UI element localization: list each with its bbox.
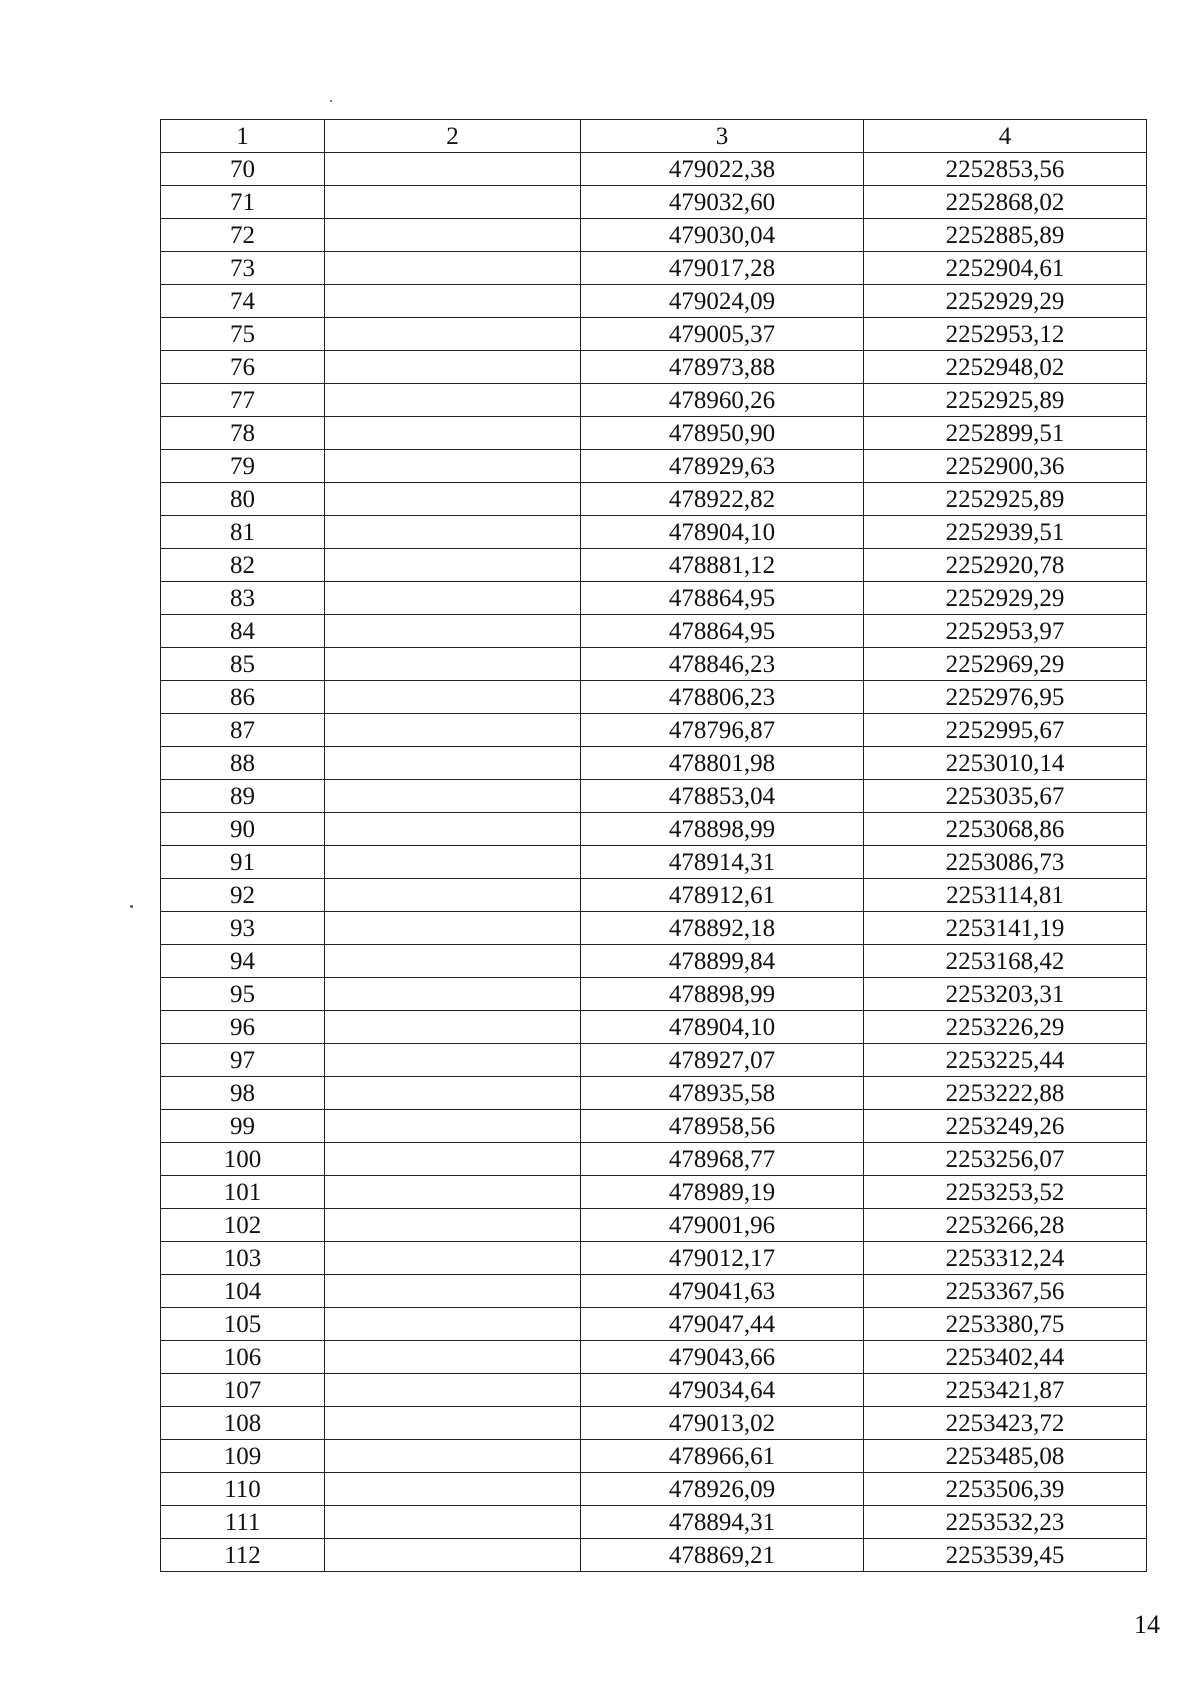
y-coordinate-cell: 2253068,86 — [864, 813, 1147, 846]
description-cell — [325, 1440, 581, 1473]
description-cell — [325, 1275, 581, 1308]
description-cell — [325, 582, 581, 615]
column-header-1: 1 — [161, 120, 325, 153]
x-coordinate-cell: 479047,44 — [581, 1308, 864, 1341]
description-cell — [325, 1539, 581, 1572]
description-cell — [325, 351, 581, 384]
y-coordinate-cell: 2253035,67 — [864, 780, 1147, 813]
y-coordinate-cell: 2252953,12 — [864, 318, 1147, 351]
point-number-cell: 77 — [161, 384, 325, 417]
x-coordinate-cell: 478894,31 — [581, 1506, 864, 1539]
x-coordinate-cell: 478950,90 — [581, 417, 864, 450]
table-row — [161, 285, 1147, 318]
point-number-cell: 84 — [161, 615, 325, 648]
table-row — [161, 1242, 1147, 1275]
column-header-2: 2 — [325, 120, 581, 153]
y-coordinate-cell: 2253253,52 — [864, 1176, 1147, 1209]
table-row — [161, 516, 1147, 549]
point-number-cell: 74 — [161, 285, 325, 318]
x-coordinate-cell: 479013,02 — [581, 1407, 864, 1440]
description-cell — [325, 945, 581, 978]
table-row — [161, 384, 1147, 417]
point-number-cell: 94 — [161, 945, 325, 978]
y-coordinate-cell: 2253266,28 — [864, 1209, 1147, 1242]
point-number-cell: 104 — [161, 1275, 325, 1308]
description-cell — [325, 1011, 581, 1044]
point-number-cell: 106 — [161, 1341, 325, 1374]
point-number-cell: 102 — [161, 1209, 325, 1242]
table-row — [161, 1506, 1147, 1539]
description-cell — [325, 1341, 581, 1374]
table-row — [161, 1308, 1147, 1341]
y-coordinate-cell: 2252939,51 — [864, 516, 1147, 549]
point-number-cell: 107 — [161, 1374, 325, 1407]
description-cell — [325, 450, 581, 483]
description-cell — [325, 681, 581, 714]
point-number-cell: 92 — [161, 879, 325, 912]
point-number-cell: 111 — [161, 1506, 325, 1539]
table-row — [161, 1077, 1147, 1110]
table-row — [161, 615, 1147, 648]
table-row — [161, 417, 1147, 450]
y-coordinate-cell: 2253141,19 — [864, 912, 1147, 945]
table-row — [161, 1341, 1147, 1374]
x-coordinate-cell: 479043,66 — [581, 1341, 864, 1374]
description-cell — [325, 912, 581, 945]
point-number-cell: 105 — [161, 1308, 325, 1341]
y-coordinate-cell: 2252948,02 — [864, 351, 1147, 384]
x-coordinate-cell: 478806,23 — [581, 681, 864, 714]
point-number-cell: 85 — [161, 648, 325, 681]
x-coordinate-cell: 478966,61 — [581, 1440, 864, 1473]
point-number-cell: 99 — [161, 1110, 325, 1143]
x-coordinate-cell: 479001,96 — [581, 1209, 864, 1242]
y-coordinate-cell: 2253010,14 — [864, 747, 1147, 780]
x-coordinate-cell: 479022,38 — [581, 153, 864, 186]
x-coordinate-cell: 479012,17 — [581, 1242, 864, 1275]
description-cell — [325, 318, 581, 351]
x-coordinate-cell: 478912,61 — [581, 879, 864, 912]
table-row — [161, 1209, 1147, 1242]
description-cell — [325, 813, 581, 846]
x-coordinate-cell: 478926,09 — [581, 1473, 864, 1506]
description-cell — [325, 714, 581, 747]
point-number-cell: 72 — [161, 219, 325, 252]
table-row — [161, 318, 1147, 351]
table-row — [161, 1440, 1147, 1473]
description-cell — [325, 780, 581, 813]
description-cell — [325, 384, 581, 417]
table-row — [161, 219, 1147, 252]
y-coordinate-cell: 2253380,75 — [864, 1308, 1147, 1341]
y-coordinate-cell: 2252953,97 — [864, 615, 1147, 648]
y-coordinate-cell: 2253256,07 — [864, 1143, 1147, 1176]
x-coordinate-cell: 478796,87 — [581, 714, 864, 747]
point-number-cell: 83 — [161, 582, 325, 615]
point-number-cell: 95 — [161, 978, 325, 1011]
description-cell — [325, 1044, 581, 1077]
description-cell — [325, 648, 581, 681]
y-coordinate-cell: 2253485,08 — [864, 1440, 1147, 1473]
description-cell — [325, 549, 581, 582]
table-row — [161, 549, 1147, 582]
table-row — [161, 879, 1147, 912]
point-number-cell: 75 — [161, 318, 325, 351]
point-number-cell: 100 — [161, 1143, 325, 1176]
scan-speck — [330, 100, 332, 102]
point-number-cell: 103 — [161, 1242, 325, 1275]
column-header-3: 3 — [581, 120, 864, 153]
point-number-cell: 82 — [161, 549, 325, 582]
x-coordinate-cell: 478958,56 — [581, 1110, 864, 1143]
y-coordinate-cell: 2252904,61 — [864, 252, 1147, 285]
x-coordinate-cell: 479041,63 — [581, 1275, 864, 1308]
table-row — [161, 153, 1147, 186]
x-coordinate-cell: 479034,64 — [581, 1374, 864, 1407]
description-cell — [325, 1110, 581, 1143]
table-row — [161, 1374, 1147, 1407]
point-number-cell: 98 — [161, 1077, 325, 1110]
x-coordinate-cell: 478864,95 — [581, 615, 864, 648]
x-coordinate-cell: 478864,95 — [581, 582, 864, 615]
table-row — [161, 1044, 1147, 1077]
y-coordinate-cell: 2253423,72 — [864, 1407, 1147, 1440]
x-coordinate-cell: 478989,19 — [581, 1176, 864, 1209]
page-number: 14 — [1134, 1610, 1160, 1639]
y-coordinate-cell: 2252900,36 — [864, 450, 1147, 483]
description-cell — [325, 1374, 581, 1407]
point-number-cell: 71 — [161, 186, 325, 219]
description-cell — [325, 978, 581, 1011]
y-coordinate-cell: 2253086,73 — [864, 846, 1147, 879]
point-number-cell: 90 — [161, 813, 325, 846]
x-coordinate-cell: 478898,99 — [581, 978, 864, 1011]
column-header-4: 4 — [864, 120, 1147, 153]
y-coordinate-cell: 2252969,29 — [864, 648, 1147, 681]
point-number-cell: 70 — [161, 153, 325, 186]
table-row — [161, 252, 1147, 285]
table-row — [161, 186, 1147, 219]
y-coordinate-cell: 2252929,29 — [864, 285, 1147, 318]
y-coordinate-cell: 2252995,67 — [864, 714, 1147, 747]
x-coordinate-cell: 478904,10 — [581, 516, 864, 549]
table-row — [161, 1011, 1147, 1044]
table-row — [161, 582, 1147, 615]
y-coordinate-cell: 2253402,44 — [864, 1341, 1147, 1374]
description-cell — [325, 186, 581, 219]
x-coordinate-cell: 478846,23 — [581, 648, 864, 681]
x-coordinate-cell: 478960,26 — [581, 384, 864, 417]
point-number-cell: 86 — [161, 681, 325, 714]
x-coordinate-cell: 478801,98 — [581, 747, 864, 780]
x-coordinate-cell: 478929,63 — [581, 450, 864, 483]
table-row — [161, 483, 1147, 516]
table-row — [161, 1407, 1147, 1440]
y-coordinate-cell: 2253225,44 — [864, 1044, 1147, 1077]
x-coordinate-cell: 478968,77 — [581, 1143, 864, 1176]
y-coordinate-cell: 2253532,23 — [864, 1506, 1147, 1539]
x-coordinate-cell: 478935,58 — [581, 1077, 864, 1110]
point-number-cell: 91 — [161, 846, 325, 879]
description-cell — [325, 483, 581, 516]
x-coordinate-cell: 478881,12 — [581, 549, 864, 582]
point-number-cell: 80 — [161, 483, 325, 516]
description-cell — [325, 1506, 581, 1539]
description-cell — [325, 1209, 581, 1242]
description-cell — [325, 1308, 581, 1341]
y-coordinate-cell: 2252976,95 — [864, 681, 1147, 714]
y-coordinate-cell: 2252920,78 — [864, 549, 1147, 582]
table-row — [161, 747, 1147, 780]
description-cell — [325, 879, 581, 912]
table-row — [161, 351, 1147, 384]
x-coordinate-cell: 479032,60 — [581, 186, 864, 219]
table-row — [161, 648, 1147, 681]
table-row — [161, 978, 1147, 1011]
point-number-cell: 112 — [161, 1539, 325, 1572]
y-coordinate-cell: 2252929,29 — [864, 582, 1147, 615]
table-row — [161, 1473, 1147, 1506]
table-row — [161, 846, 1147, 879]
header-row — [161, 120, 1147, 153]
description-cell — [325, 153, 581, 186]
point-number-cell: 73 — [161, 252, 325, 285]
y-coordinate-cell: 2253114,81 — [864, 879, 1147, 912]
point-number-cell: 97 — [161, 1044, 325, 1077]
description-cell — [325, 1473, 581, 1506]
point-number-cell: 109 — [161, 1440, 325, 1473]
table-row — [161, 450, 1147, 483]
point-number-cell: 76 — [161, 351, 325, 384]
description-cell — [325, 846, 581, 879]
x-coordinate-cell: 479030,04 — [581, 219, 864, 252]
point-number-cell: 87 — [161, 714, 325, 747]
description-cell — [325, 615, 581, 648]
y-coordinate-cell: 2253312,24 — [864, 1242, 1147, 1275]
x-coordinate-cell: 478869,21 — [581, 1539, 864, 1572]
y-coordinate-cell: 2253203,31 — [864, 978, 1147, 1011]
y-coordinate-cell: 2253367,56 — [864, 1275, 1147, 1308]
table-row — [161, 1275, 1147, 1308]
x-coordinate-cell: 478973,88 — [581, 351, 864, 384]
point-number-cell: 108 — [161, 1407, 325, 1440]
y-coordinate-cell: 2252868,02 — [864, 186, 1147, 219]
table-row — [161, 1539, 1147, 1572]
x-coordinate-cell: 478892,18 — [581, 912, 864, 945]
x-coordinate-cell: 478927,07 — [581, 1044, 864, 1077]
y-coordinate-cell: 2252925,89 — [864, 384, 1147, 417]
y-coordinate-cell: 2253421,87 — [864, 1374, 1147, 1407]
point-number-cell: 101 — [161, 1176, 325, 1209]
x-coordinate-cell: 478899,84 — [581, 945, 864, 978]
table-row — [161, 1110, 1147, 1143]
description-cell — [325, 285, 581, 318]
table-row — [161, 1143, 1147, 1176]
point-number-cell: 93 — [161, 912, 325, 945]
description-cell — [325, 1242, 581, 1275]
y-coordinate-cell: 2253249,26 — [864, 1110, 1147, 1143]
description-cell — [325, 1077, 581, 1110]
point-number-cell: 79 — [161, 450, 325, 483]
table-row — [161, 1176, 1147, 1209]
point-number-cell: 89 — [161, 780, 325, 813]
x-coordinate-cell: 478904,10 — [581, 1011, 864, 1044]
y-coordinate-cell: 2253539,45 — [864, 1539, 1147, 1572]
x-coordinate-cell: 479005,37 — [581, 318, 864, 351]
y-coordinate-cell: 2253506,39 — [864, 1473, 1147, 1506]
description-cell — [325, 747, 581, 780]
y-coordinate-cell: 2252885,89 — [864, 219, 1147, 252]
y-coordinate-cell: 2253226,29 — [864, 1011, 1147, 1044]
x-coordinate-cell: 479024,09 — [581, 285, 864, 318]
table-row — [161, 714, 1147, 747]
description-cell — [325, 252, 581, 285]
x-coordinate-cell: 479017,28 — [581, 252, 864, 285]
table-row — [161, 912, 1147, 945]
y-coordinate-cell: 2252853,56 — [864, 153, 1147, 186]
x-coordinate-cell: 478922,82 — [581, 483, 864, 516]
description-cell — [325, 417, 581, 450]
scan-speck — [130, 905, 133, 908]
table-body — [161, 153, 1147, 1572]
x-coordinate-cell: 478853,04 — [581, 780, 864, 813]
point-number-cell: 96 — [161, 1011, 325, 1044]
point-number-cell: 81 — [161, 516, 325, 549]
description-cell — [325, 1176, 581, 1209]
table-row — [161, 780, 1147, 813]
table-row — [161, 681, 1147, 714]
table-row — [161, 813, 1147, 846]
description-cell — [325, 1143, 581, 1176]
point-number-cell: 110 — [161, 1473, 325, 1506]
description-cell — [325, 516, 581, 549]
x-coordinate-cell: 478914,31 — [581, 846, 864, 879]
point-number-cell: 88 — [161, 747, 325, 780]
table-row — [161, 945, 1147, 978]
point-number-cell: 78 — [161, 417, 325, 450]
coordinates-table — [160, 119, 1147, 1572]
y-coordinate-cell: 2252899,51 — [864, 417, 1147, 450]
description-cell — [325, 1407, 581, 1440]
y-coordinate-cell: 2253222,88 — [864, 1077, 1147, 1110]
y-coordinate-cell: 2253168,42 — [864, 945, 1147, 978]
y-coordinate-cell: 2252925,89 — [864, 483, 1147, 516]
x-coordinate-cell: 478898,99 — [581, 813, 864, 846]
description-cell — [325, 219, 581, 252]
